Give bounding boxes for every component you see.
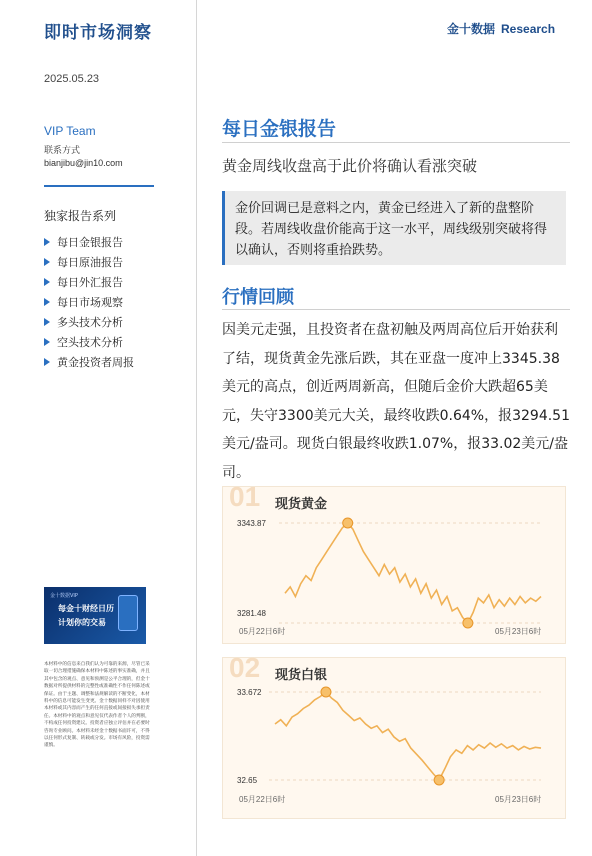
series-item-label: 每日市场观察 <box>57 296 123 309</box>
logo-en: Research <box>501 22 556 36</box>
y-label-low: 32.65 <box>237 776 258 785</box>
series-list <box>44 232 134 372</box>
promo-banner[interactable] <box>44 587 146 644</box>
low-point-marker <box>434 775 444 785</box>
price-series-line <box>285 523 541 623</box>
y-label-high: 33.672 <box>237 688 262 697</box>
price-series-line <box>275 692 541 780</box>
triangle-bullet-icon <box>44 298 50 306</box>
y-label-low: 3281.48 <box>237 609 266 618</box>
series-item[interactable] <box>44 272 134 292</box>
gold-line-plot <box>223 487 565 643</box>
promo-headline: 每金十财经日历 <box>58 604 114 613</box>
silver-line-plot <box>223 658 565 818</box>
sidebar-divider <box>44 185 154 187</box>
chart-number: 02 <box>229 652 261 683</box>
team-name: VIP Team <box>44 124 96 138</box>
triangle-bullet-icon <box>44 318 50 326</box>
contact-label: 联系方式 <box>44 146 81 156</box>
high-point-marker <box>321 687 331 697</box>
contact-email[interactable]: bianjibu@jin10.com <box>44 158 123 168</box>
disclaimer-text: 本材料中的信息来自我们认为可靠的来源，尽管已采取一切合理措施确保本材料中陈述的事实准确，并且其中包含的观点、意见和预测是公平合理的，但金十数据对所提供材料的完整性或准确性不作任何陈述或保证。由于主题、调整和法规解读的不断变化，本材料中的信息可能发生变更。金十数据同样不对因使用本材料或其内容而产生的任何直接或间接损失承担责任。本材料中的观点和意见仅代表作者个人的判断，不构成任何投资建议。投资者应独立评估并在必要时咨询专业顾问。本材料未经金十数据书面许可，不得以任何形式复制、转载或分发。市场有风险，投资需谨慎。 <box>44 662 150 749</box>
section-title: 行情回顾 <box>222 287 294 308</box>
series-item-label: 多头技术分析 <box>57 316 123 329</box>
silver-chart <box>222 652 566 819</box>
phone-icon <box>118 595 138 631</box>
promo-subline: 计划你的交易 <box>58 618 106 627</box>
brand-title: 即时市场洞察 <box>44 23 152 43</box>
logo-cn: 金十数据 <box>447 22 496 36</box>
x-label-start: 05月22日6时 <box>239 795 286 804</box>
high-point-marker <box>343 518 353 528</box>
gold-chart <box>222 481 566 644</box>
series-item-label: 黄金投资者周报 <box>57 356 134 369</box>
series-item-label: 空头技术分析 <box>57 336 123 349</box>
summary-text: 金价回调已是意料之内，黄金已经进入了新的盘整阶段。若周线收盘价能高于这一水平，周线级别突破将得以确认，否则将重拾跌势。 <box>235 201 548 258</box>
body-paragraph: 因美元走强，且投资者在盘初触及两周高位后开始获利了结，现货黄金先涨后跌，其在亚盘一度冲上3345.38美元的高点，创近两周新高，但随后金价大跌超65美元，失守3300美元大关，最终收跌0.64%，报3294.51美元/盎司。现货白银最终收跌1.07%，报33.02美元/盎司。 <box>222 322 570 481</box>
chart-title: 现货白银 <box>275 668 328 683</box>
series-item-label: 每日金银报告 <box>57 236 123 249</box>
series-item[interactable] <box>44 352 134 372</box>
x-label-start: 05月22日6时 <box>239 627 286 636</box>
series-item[interactable] <box>44 252 134 272</box>
chart-number: 01 <box>229 481 261 512</box>
y-label-high: 3343.87 <box>237 519 266 528</box>
triangle-bullet-icon <box>44 258 50 266</box>
series-item[interactable] <box>44 312 134 332</box>
brand-logo <box>447 20 555 37</box>
series-title: 独家报告系列 <box>44 209 117 223</box>
series-item-label: 每日外汇报告 <box>57 276 123 289</box>
triangle-bullet-icon <box>44 338 50 346</box>
report-date: 2025.05.23 <box>44 73 100 85</box>
promo-tag: 金十数据VIP <box>50 593 78 599</box>
triangle-bullet-icon <box>44 278 50 286</box>
series-item-label: 每日原油报告 <box>57 256 123 269</box>
title-divider <box>222 142 570 143</box>
triangle-bullet-icon <box>44 238 50 246</box>
summary-box <box>222 191 566 265</box>
series-item[interactable] <box>44 332 134 352</box>
x-label-end: 05月23日6时 <box>495 627 542 636</box>
series-item[interactable] <box>44 292 134 312</box>
triangle-bullet-icon <box>44 358 50 366</box>
report-subtitle: 黄金周线收盘高于此价将确认看涨突破 <box>222 157 478 175</box>
x-label-end: 05月23日6时 <box>495 795 542 804</box>
section-divider <box>222 309 570 310</box>
low-point-marker <box>463 618 473 628</box>
report-title: 每日金银报告 <box>222 118 337 140</box>
chart-title: 现货黄金 <box>275 497 328 512</box>
series-item[interactable] <box>44 232 134 252</box>
